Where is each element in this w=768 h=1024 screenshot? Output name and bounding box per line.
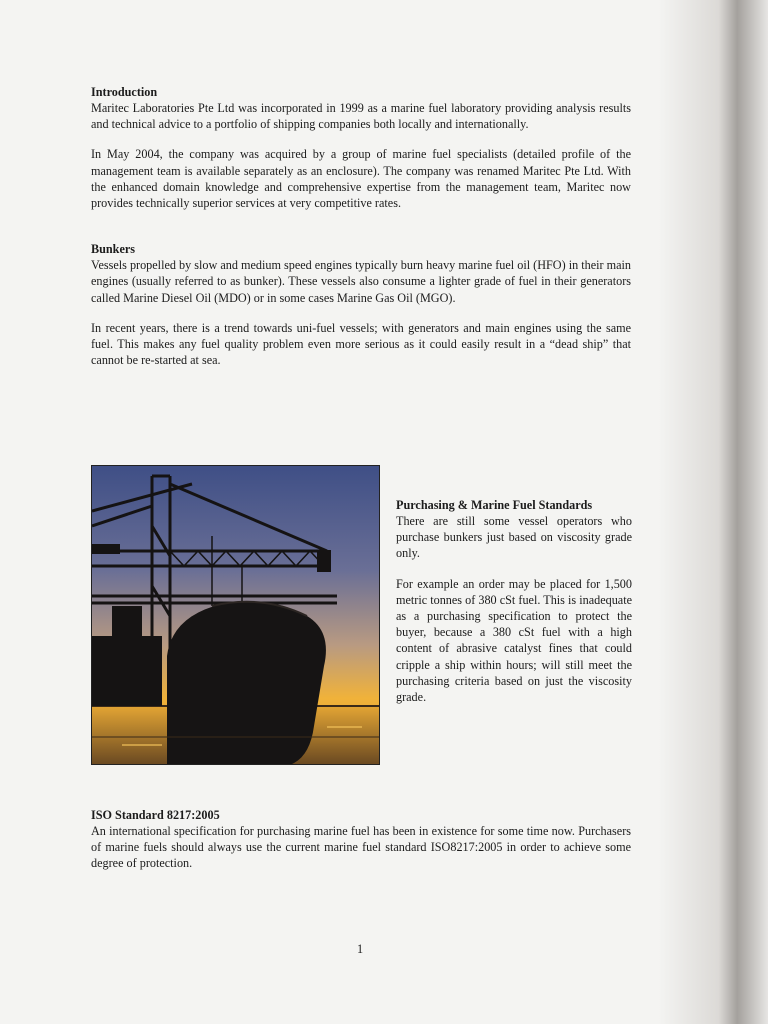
ship-crane-photo: [91, 465, 380, 765]
purchasing-paragraph-2: For example an order may be placed for 1,500 metric tonnes of 380 cSt fuel. This is inadequate as a purchasing specification to protect the buyer, because a 380 cSt fuel with a high content of abrasive catalyst fines that could cripple a ship within hours; will still meet the purchasing criteria based on just the viscosity grade.: [396, 576, 632, 705]
purchasing-paragraph-1: There are still some vessel operators who purchase bunkers just based on viscosity grade only.: [396, 514, 632, 561]
iso-heading: ISO Standard 8217:2005: [91, 808, 220, 822]
document-body: [91, 84, 631, 368]
intro-heading: Introduction: [91, 85, 158, 99]
bunkers-heading: Bunkers: [91, 242, 136, 257]
ship-crane-illustration: [92, 466, 379, 764]
purchasing-section: [396, 497, 632, 705]
bunkers-paragraph-1: Vessels propelled by slow and medium speed engines typically burn heavy marine fuel oil (HFO) in their main engines (usually referred to as bunker). These vessels also consume a lighter grade of fuel in their generators called Marine Diesel Oil (MDO) or in some cases Marine Gas Oil (MGO).: [91, 258, 631, 305]
page-number: 1: [356, 942, 364, 956]
purchasing-heading: Purchasing & Marine Fuel Standards: [396, 498, 593, 512]
figure-section: [91, 465, 633, 767]
intro-paragraph-2: In May 2004, the company was acquired by a group of marine fuel specialists (detailed profile of the management team is available separately as an enclosure). The company was renamed Maritec Pte Ltd. With the enhanced domain knowledge and comprehensive expertise from the management team, Maritec now provides technically superior services at very competitive rates.: [91, 147, 631, 211]
page-edge-shadow: [658, 0, 768, 1024]
intro-paragraph-1: Maritec Laboratories Pte Ltd was incorporated in 1999 as a marine fuel laboratory providing analysis results and technical advice to a portfolio of shipping companies both locally and internationally.: [91, 101, 631, 132]
iso-paragraph-1: An international specification for purchasing marine fuel has been in existence for some time now. Purchasers of marine fuels should always use the current marine fuel standard ISO8217:2005 in order to achieve some degree of protection.: [91, 824, 631, 871]
iso-section: [91, 807, 631, 872]
bunkers-paragraph-2: In recent years, there is a trend towards uni-fuel vessels; with generators and main engines using the same fuel. This makes any fuel quality problem even more serious as it could easily result in a “dead ship” that cannot be re-started at sea.: [91, 320, 631, 368]
